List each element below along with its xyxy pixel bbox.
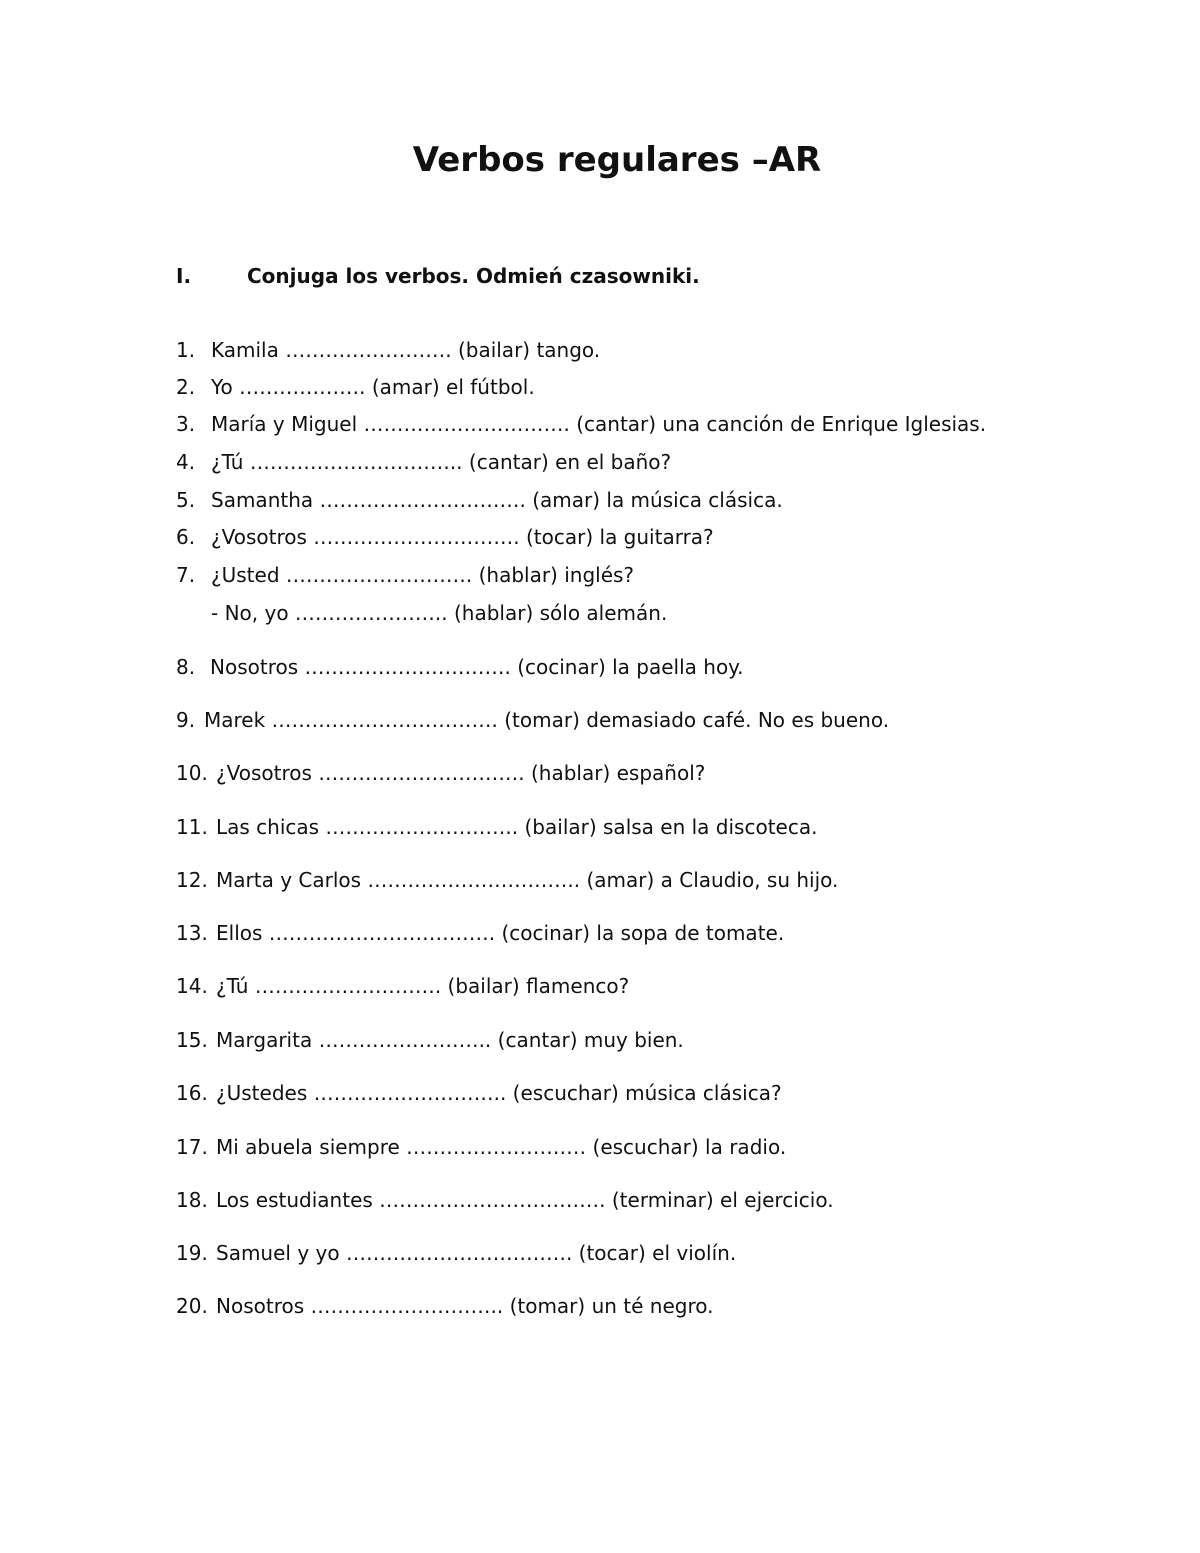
item-number: 3. xyxy=(176,412,196,436)
exercise-item xyxy=(176,1133,786,1161)
item-text: ¿Tú ………………………. (bailar) flamenco? xyxy=(216,974,630,998)
item-text: Yo ………………. (amar) el fútbol. xyxy=(211,375,535,399)
item-text: Mi abuela siempre ……………………… (escuchar) la radio. xyxy=(216,1135,787,1159)
item-number: 10. xyxy=(176,761,208,785)
section-instruction: Conjuga los verbos. Odmień czasowniki. xyxy=(247,264,700,288)
exercise-item xyxy=(176,919,784,947)
item-number: 11. xyxy=(176,815,208,839)
item-text: ¿Vosotros …………………………. (hablar) español? xyxy=(216,761,706,785)
item-number: 13. xyxy=(176,921,208,945)
exercise-item xyxy=(176,1292,713,1320)
exercise-item xyxy=(176,373,535,401)
item-text: Nosotros ……………………….. (tomar) un té negro. xyxy=(216,1294,714,1318)
exercise-item xyxy=(176,1239,736,1267)
item-number: 19. xyxy=(176,1241,208,1265)
item-text: Marta y Carlos ………………………….. (amar) a Claudio, su hijo. xyxy=(216,868,839,892)
item-number: 16. xyxy=(176,1081,208,1105)
exercise-item xyxy=(176,410,986,438)
item-text: Samantha …………………………. (amar) la música clásica. xyxy=(211,488,783,512)
item-number: 12. xyxy=(176,868,208,892)
exercise-item xyxy=(176,866,838,894)
exercise-item xyxy=(176,759,705,787)
item-number: 18. xyxy=(176,1188,208,1212)
exercise-item xyxy=(176,523,714,551)
item-number: 20. xyxy=(176,1294,208,1318)
exercise-item xyxy=(176,1079,782,1107)
exercise-item xyxy=(176,1026,684,1054)
item-text: ¿Vosotros …………………………. (tocar) la guitarra? xyxy=(211,525,714,549)
exercise-item xyxy=(176,653,744,681)
item-text: ¿Usted ………………………. (hablar) inglés? xyxy=(211,563,635,587)
item-text: ¿Tú ………………………….. (cantar) en el baño? xyxy=(211,450,672,474)
item-number: 2. xyxy=(176,375,196,399)
exercise-item xyxy=(176,561,634,589)
item-number: 9. xyxy=(176,708,196,732)
exercise-item xyxy=(176,813,817,841)
exercise-item xyxy=(176,972,629,1000)
page-title: Verbos regulares –AR xyxy=(412,140,822,180)
item-text: Las chicas ……………………….. (bailar) salsa en la discoteca. xyxy=(216,815,818,839)
exercise-item xyxy=(176,336,600,364)
item-number: 8. xyxy=(176,655,196,679)
item-text: Samuel y yo ……………………………. (tocar) el violín. xyxy=(216,1241,737,1265)
exercise-item xyxy=(176,486,783,514)
item-text: María y Miguel …………………………. (cantar) una canción de Enrique Iglesias. xyxy=(211,412,987,436)
exercise-item xyxy=(176,706,889,734)
section-number: I. xyxy=(176,264,192,288)
item-number: 5. xyxy=(176,488,196,512)
exercise-item xyxy=(176,1186,834,1214)
item-number: 7. xyxy=(176,563,196,587)
item-text: Marek ……………………………. (tomar) demasiado café. No es bueno. xyxy=(204,708,890,732)
item-number: 4. xyxy=(176,450,196,474)
item-text: - No, yo ………………….. (hablar) sólo alemán. xyxy=(211,601,668,625)
exercise-item-reply xyxy=(176,599,667,627)
item-text: Los estudiantes ……………………………. (terminar) el ejercicio. xyxy=(216,1188,834,1212)
item-number: 17. xyxy=(176,1135,208,1159)
item-text: Kamila ……………………. (bailar) tango. xyxy=(211,338,601,362)
item-number: 1. xyxy=(176,338,196,362)
item-text: ¿Ustedes ……………………….. (escuchar) música clásica? xyxy=(216,1081,782,1105)
item-number: 6. xyxy=(176,525,196,549)
item-number: 14. xyxy=(176,974,208,998)
exercise-item xyxy=(176,448,671,476)
item-text: Nosotros …………………………. (cocinar) la paella hoy. xyxy=(210,655,744,679)
item-text: Margarita …………………….. (cantar) muy bien. xyxy=(216,1028,684,1052)
item-number: 15. xyxy=(176,1028,208,1052)
item-text: Ellos ……………………………. (cocinar) la sopa de tomate. xyxy=(216,921,785,945)
